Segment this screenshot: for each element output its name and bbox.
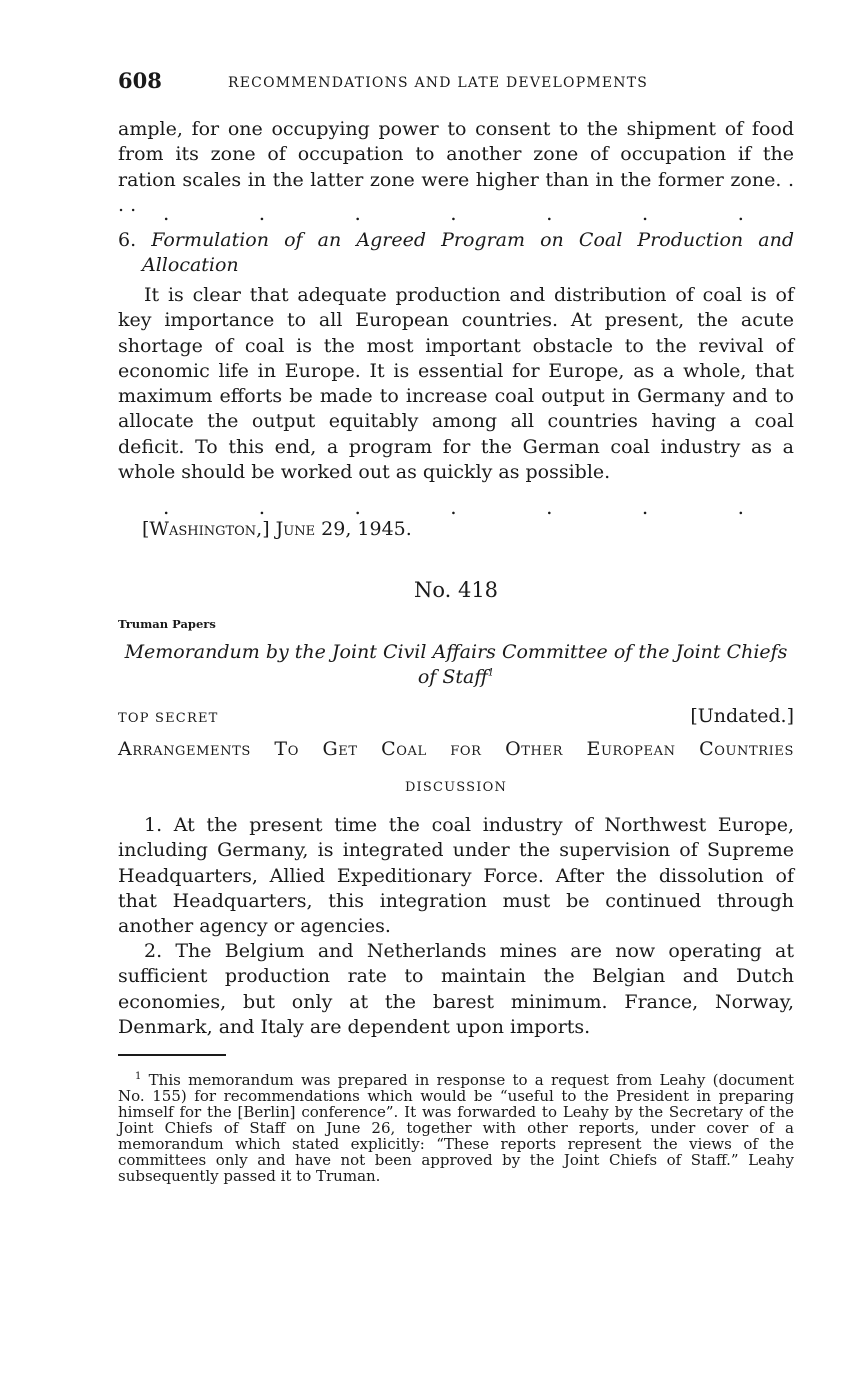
footnote-rule (118, 1054, 226, 1056)
section-body: It is clear that adequate production and distribution of coal is of key importance to all European countries. At present, the acute shortage of coal is the most important obstacle to the revival of economic life in Europe. It is essential for Europe, as a whole, that maximum efforts be made to increase coal output in Germany and to allocate the output equitably among all countries having a coal deficit. To this end, a program for the German coal industry as a whole should be worked out as quickly as possible. (118, 284, 794, 484)
section-label: DISCUSSION (404, 780, 508, 795)
dateline: [Washington,] June 29, 1945. (142, 518, 412, 540)
running-title: RECOMMENDATIONS AND LATE DEVELOPMENTS (228, 75, 649, 91)
footnote (118, 1072, 794, 1184)
footnote-mark: 1 (135, 1071, 142, 1082)
page-number: 608 (118, 68, 162, 93)
section-number: 6. (118, 229, 137, 251)
section-heading (118, 228, 794, 279)
subject-line: Arrangements To Get Coal for Other European Countries (118, 738, 794, 760)
document-source: Truman Papers (118, 617, 216, 631)
paragraph-1: 1. At the present time the coal industry of Northwest Europe, including Germany, is integrated under the supervision of Supreme Headquarters, Allied Expeditionary Force. After the dissolution of that Headquarters, this integration must be continued through another agency or agencies. (118, 814, 794, 938)
page-header (118, 68, 794, 98)
continuation-paragraph: ample, for one occupying power to consent to the shipment of food from its zone of occupation to another zone of occupation if the ration scales in the latter zone were higher than in the former zone. . . . (118, 118, 794, 216)
classification: TOP SECRET (118, 711, 219, 726)
paragraph-2: 2. The Belgium and Netherlands mines are now operating at sufficient production rate to maintain the Belgian and Dutch economies, but only at the barest minimum. France, Norway, Denmark, and Italy are dependent upon imports. (118, 940, 794, 1038)
section-heading-text: Formulation of an Agreed Program on Coal Production and Allocation (142, 229, 794, 277)
ellipsis-row: . . . . . . . (163, 201, 744, 225)
footnote-reference: 1 (487, 667, 495, 679)
document-date: [Undated.] (690, 705, 794, 727)
memo-title-text: Memorandum by the Joint Civil Affairs Committee of the Joint Chiefs of Staff (124, 641, 788, 688)
document-number: No. 418 (413, 578, 499, 602)
memo-title (118, 640, 794, 690)
classification-line (118, 705, 794, 727)
ellipsis-row: . . . . . . . (163, 495, 744, 519)
footnote-text: This memorandum was prepared in response to a request from Leahy (document No. 155) for recommendations which would be “useful to the President in preparing himself for the [Berlin] conference”. It was forwarded to Leahy by the Secretary of the Joint Chiefs of Staff on June 26, together with other reports, under cover of a memorandum which stated explicitly: “These reports represent the views of the committees only and have not been approved by the Joint Chiefs of Staff.” Leahy subsequently passed it to Truman. (118, 1071, 794, 1185)
